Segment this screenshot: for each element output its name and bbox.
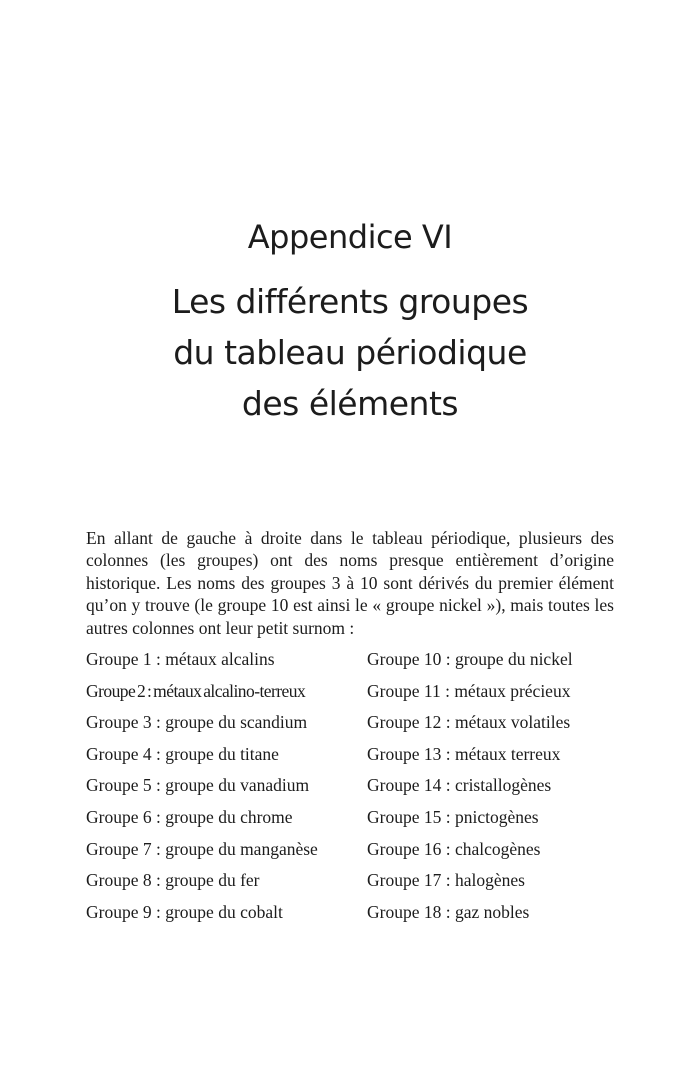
group-12-item: Groupe 12 : métaux volatiles	[367, 712, 571, 733]
group-4-item: Groupe 4 : groupe du titane	[86, 743, 279, 764]
title-line-3: des éléments	[241, 384, 459, 423]
group-8-item: Groupe 8 : groupe du fer	[86, 870, 260, 891]
group-13-item: Groupe 13 : métaux terreux	[367, 743, 561, 764]
groups-row	[86, 676, 614, 708]
appendix-label: Appendice VI	[247, 218, 453, 256]
groups-row	[86, 739, 614, 771]
group-9-item: Groupe 9 : groupe du cobalt	[86, 901, 283, 922]
title-line-2: du tableau périodique	[173, 333, 527, 372]
groups-row	[86, 865, 614, 897]
group-16-item: Groupe 16 : chalcogènes	[367, 838, 541, 859]
group-11-item: Groupe 11 : métaux précieux	[367, 680, 571, 701]
group-3-item: Groupe 3 : groupe du scandium	[86, 712, 308, 733]
group-1-item: Groupe 1 : métaux alcalins	[86, 649, 275, 669]
groups-row	[86, 834, 614, 866]
group-14-item: Groupe 14 : cristallogènes	[367, 775, 552, 796]
groups-row	[86, 897, 614, 929]
group-6-item: Groupe 6 : groupe du chrome	[86, 806, 293, 827]
groups-list	[86, 644, 614, 928]
group-2-item: Groupe 2 : métaux alcalino-terreux	[86, 680, 306, 701]
page-title	[0, 276, 700, 429]
title-line-1: Les différents groupes	[171, 282, 529, 321]
group-10-item: Groupe 10 : groupe du nickel	[367, 649, 573, 669]
group-5-item: Groupe 5 : groupe du vanadium	[86, 775, 310, 796]
group-17-item: Groupe 17 : halogènes	[367, 870, 525, 891]
groups-row	[86, 644, 614, 676]
groups-row	[86, 802, 614, 834]
group-7-item: Groupe 7 : groupe du manganèse	[86, 838, 318, 859]
groups-row	[86, 770, 614, 802]
intro-paragraph: En allant de gauche à droite dans le tableau périodique, plusieurs des colonnes (les groupes) ont des noms presque entièrement d’origine historique. Les noms des groupes 3 à 10 sont dérivés du premier élément qu’on y trouve (le groupe 10 est ainsi le « groupe nickel »), mais toutes les autres colonnes ont leur petit surnom :	[86, 528, 614, 638]
group-15-item: Groupe 15 : pnictogènes	[367, 806, 539, 827]
group-18-item: Groupe 18 : gaz nobles	[367, 901, 530, 922]
groups-row	[86, 707, 614, 739]
